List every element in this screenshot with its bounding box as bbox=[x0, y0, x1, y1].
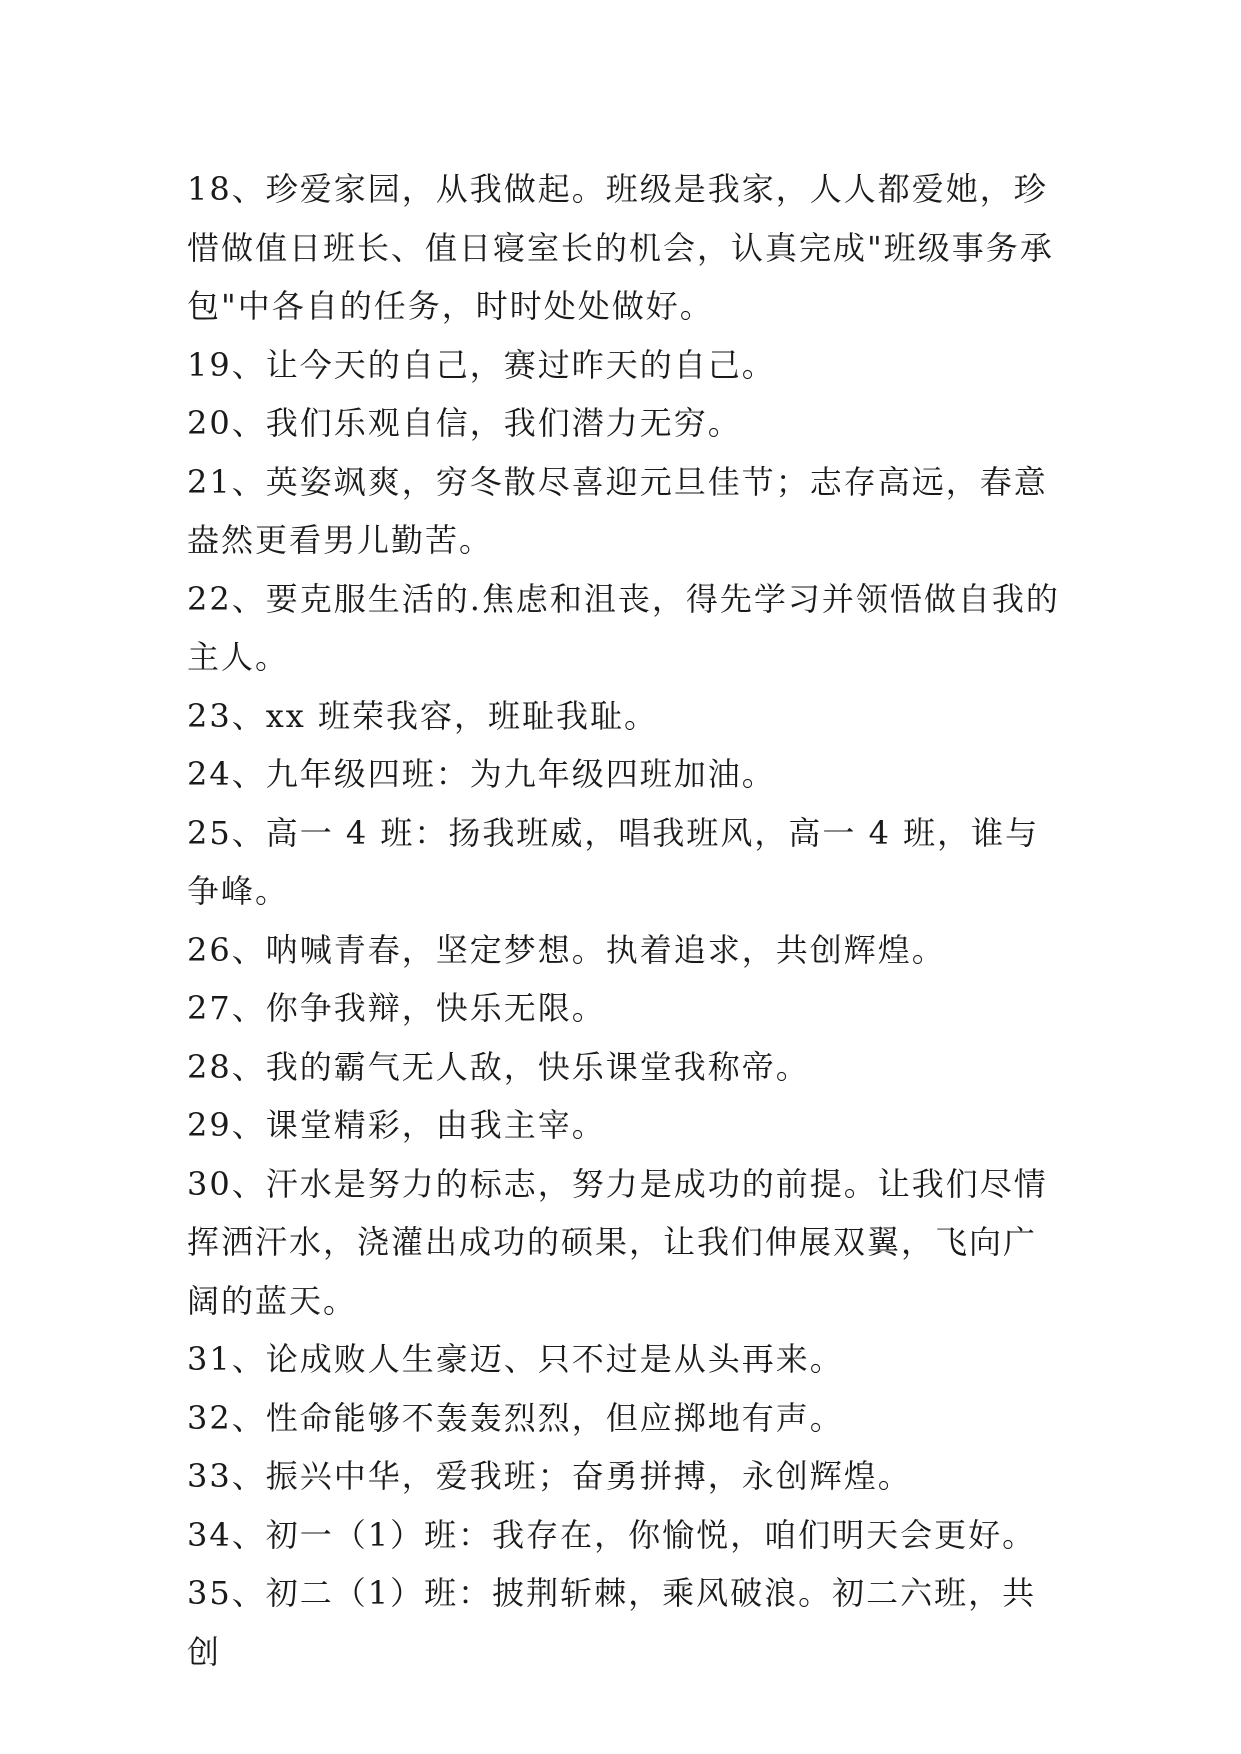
list-item: 22、要克服生活的.焦虑和沮丧，得先学习并领悟做自我的主人。 bbox=[187, 579, 1060, 676]
list-item: 21、英姿飒爽，穷冬散尽喜迎元旦佳节；志存高远，春意盎然更看男儿勤苦。 bbox=[187, 462, 1048, 559]
list-item: 24、九年级四班：为九年级四班加油。 bbox=[187, 755, 776, 793]
list-item: 25、高一 4 班：扬我班威，唱我班风，高一 4 班，谁与争峰。 bbox=[187, 813, 1040, 910]
list-item: 28、我的霸气无人敌，快乐课堂我称帝。 bbox=[187, 1047, 810, 1086]
list-item: 27、你争我辩，快乐无限。 bbox=[187, 989, 606, 1027]
list-item: 32、性命能够不轰轰烈烈，但应掷地有声。 bbox=[187, 1398, 844, 1437]
list-item: 19、让今天的自己，赛过昨天的自己。 bbox=[187, 345, 776, 384]
list-item: 23、xx 班荣我容，班耻我耻。 bbox=[187, 696, 658, 735]
list-item: 33、振兴中华，爱我班；奋勇拼搏，永创辉煌。 bbox=[187, 1457, 912, 1495]
list-item: 18、珍爱家园，从我做起。班级是我家，人人都爱她，珍惜做值日班长、值日寝室长的机会，认真完成"班级事务承包"中各自的任务，时时处处做好。 bbox=[187, 170, 1054, 325]
list-item: 29、课堂精彩，由我主宰。 bbox=[187, 1106, 606, 1144]
list-item: 30、汗水是努力的标志，努力是成功的前提。让我们尽情挥洒汗水，浇灌出成功的硕果，让我们伸展双翼，飞向广阔的蓝天。 bbox=[187, 1164, 1048, 1320]
list-item: 26、呐喊青春，坚定梦想。执着追求，共创辉煌。 bbox=[187, 930, 946, 969]
list-item: 35、初二（1）班：披荆斩棘，乘风破浪。初二六班，共创 bbox=[187, 1574, 1037, 1671]
slogan-list bbox=[187, 160, 1067, 1681]
list-item: 34、初一（1）班：我存在，你愉悦，咱们明天会更好。 bbox=[187, 1515, 1037, 1554]
list-item: 31、论成败人生豪迈、只不过是从头再来。 bbox=[187, 1340, 844, 1378]
list-item: 20、我们乐观自信，我们潜力无穷。 bbox=[187, 404, 742, 442]
